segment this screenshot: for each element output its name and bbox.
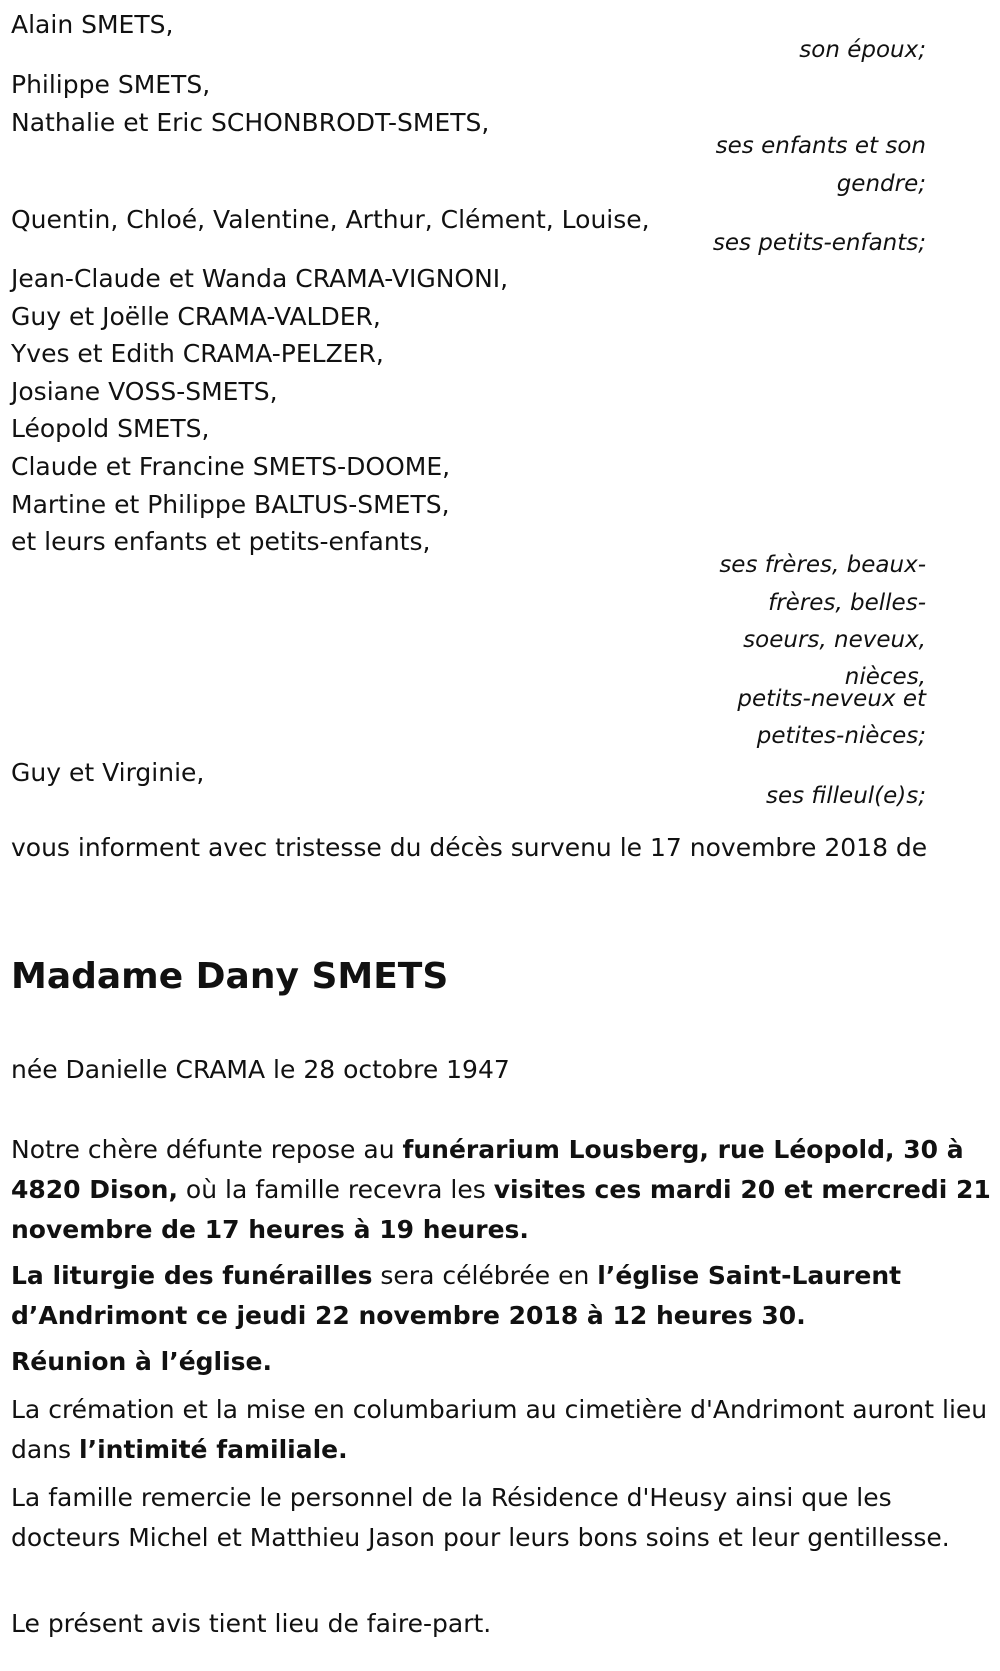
visiting-hours: visites ces mardi 20 et mercredi 21 novembre de 17 heures à 19 heures.	[11, 1175, 991, 1244]
sibling-name: et leurs enfants et petits-enfants,	[11, 527, 431, 556]
children-role-line: gendre;	[836, 171, 926, 197]
sibling-name: Guy et Joëlle CRAMA-VALDER,	[11, 302, 381, 331]
child-name: Nathalie et Eric SCHONBRODT-SMETS,	[11, 108, 490, 137]
notice-paragraph	[11, 1604, 996, 1644]
children-role-line: ses enfants et son	[715, 133, 926, 159]
meeting-paragraph	[11, 1342, 996, 1382]
paragraph-text: sera célébrée en	[372, 1261, 598, 1290]
siblings-role-line: petits-neveux et	[737, 686, 926, 712]
grandchildren-names: Quentin, Chloé, Valentine, Arthur, Clément, Louise,	[11, 205, 650, 234]
paragraph-text: La crémation et la mise en columbarium au cimetière d'Andrimont auront lieu dans	[11, 1395, 988, 1464]
birth-info: née Danielle CRAMA le 28 octobre 1947	[11, 1055, 510, 1084]
godchildren-role: ses filleul(e)s;	[765, 783, 926, 809]
siblings-role-line: ses frères, beaux-	[719, 552, 926, 578]
thanks-paragraph	[11, 1478, 996, 1558]
intimacy-note: l’intimité familiale.	[79, 1435, 348, 1464]
liturgy-paragraph	[11, 1256, 996, 1336]
sibling-name: Yves et Edith CRAMA-PELZER,	[11, 339, 384, 368]
paragraph-text: Notre chère défunte repose au	[11, 1135, 403, 1164]
funeral-home-address: funérarium Lousberg, rue Léopold, 30 à 4820 Dison,	[11, 1135, 964, 1204]
spouse-name: Alain SMETS,	[11, 10, 174, 39]
sibling-name: Léopold SMETS,	[11, 414, 210, 443]
cremation-paragraph	[11, 1390, 996, 1470]
grandchildren-role: ses petits-enfants;	[712, 230, 926, 256]
spouse-role: son époux;	[799, 37, 926, 63]
sibling-name: Josiane VOSS-SMETS,	[11, 377, 278, 406]
paragraph-text: où la famille recevra les	[177, 1175, 494, 1204]
godchildren-names: Guy et Virginie,	[11, 758, 205, 787]
sibling-name: Claude et Francine SMETS-DOOME,	[11, 452, 451, 481]
siblings-role-line: frères, belles-	[768, 590, 926, 616]
funeral-home-paragraph	[11, 1130, 996, 1250]
child-name: Philippe SMETS,	[11, 70, 211, 99]
liturgy-details: l’église Saint-Laurent d’Andrimont ce jeudi 22 novembre 2018 à 12 heures 30.	[11, 1261, 902, 1330]
paragraph-text: Le présent avis tient lieu de faire-part.	[11, 1609, 492, 1638]
siblings-role-line: nièces,	[844, 664, 926, 690]
sibling-name: Jean-Claude et Wanda CRAMA-VIGNONI,	[11, 264, 509, 293]
liturgy-label: La liturgie des funérailles	[11, 1261, 373, 1290]
siblings-role-line: petites-nièces;	[756, 723, 926, 749]
announcement-text: vous informent avec tristesse du décès survenu le 17 novembre 2018 de	[11, 833, 928, 862]
sibling-name: Martine et Philippe BALTUS-SMETS,	[11, 490, 450, 519]
paragraph-text: La famille remercie le personnel de la Résidence d'Heusy ainsi que les docteurs Michel et Matthieu Jason pour leurs bons soins et leur gentillesse.	[11, 1483, 950, 1552]
deceased-name: Madame Dany SMETS	[11, 956, 449, 997]
siblings-role-line: soeurs, neveux,	[743, 627, 926, 653]
meeting-note: Réunion à l’église.	[11, 1347, 273, 1376]
